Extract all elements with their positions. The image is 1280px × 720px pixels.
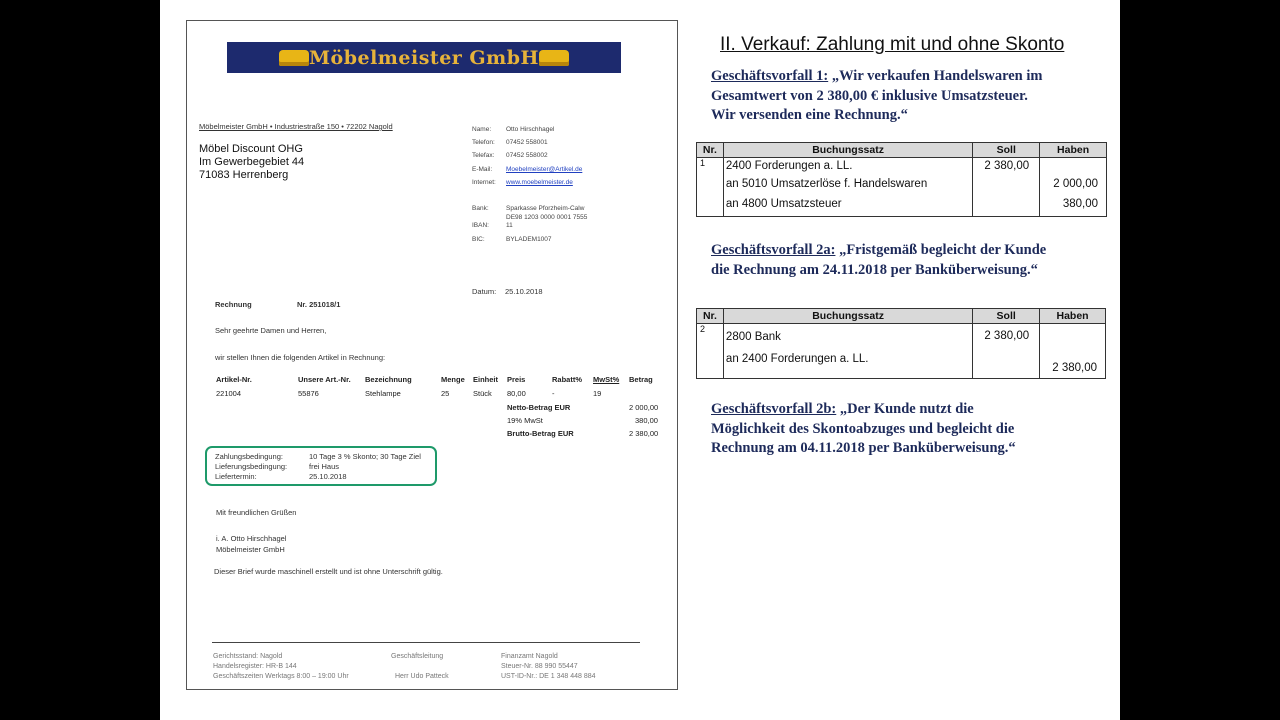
label-internet: Internet: xyxy=(472,179,496,186)
footer-manager: Herr Udo Patteck xyxy=(395,673,449,680)
item-article-no: 221004 xyxy=(216,389,242,398)
entry-number: 2 xyxy=(697,324,724,379)
deliverydate-label: Liefertermin: xyxy=(215,472,257,481)
gv1-line-3: Wir versenden eine Rechnung.“ xyxy=(711,107,908,123)
footer-col-legal xyxy=(213,652,349,682)
delivery-label: Lieferungsbedingung: xyxy=(215,462,288,471)
label-email: E-Mail: xyxy=(472,166,493,173)
col-header-article: Artikel-Nr. xyxy=(216,375,252,384)
footer-tax-office: Finanzamt Nagold xyxy=(501,653,558,660)
signer-company: Möbelmeister GmbH xyxy=(216,545,285,554)
vat-label: 19% MwSt xyxy=(507,416,543,425)
header-entry: Buchungssatz xyxy=(723,309,972,324)
contact-phone: 07452 558001 xyxy=(506,139,548,146)
gv2a-line-2: die Rechnung am 24.11.2018 per Banküberweisung.“ xyxy=(711,261,1038,278)
footer-vat-id: UST-ID-Nr.: DE 1 348 448 884 xyxy=(501,673,596,680)
header-debit: Soll xyxy=(973,309,1040,324)
net-value: 2 000,00 xyxy=(629,403,659,412)
company-name: Möbelmeister GmbH xyxy=(309,46,539,69)
gv2b-heading: Geschäftsvorfall 2b: xyxy=(711,401,837,417)
header-credit: Haben xyxy=(1040,143,1107,158)
net-label: Netto-Betrag EUR xyxy=(507,403,571,412)
business-case-1 xyxy=(711,67,1042,126)
item-discount: - xyxy=(552,389,555,398)
gv2a-line-1: „Fristgemäß begleicht der Kunde xyxy=(835,242,1047,258)
contact-fax: 07452 558002 xyxy=(506,152,548,159)
deliverydate-value: 25.10.2018 xyxy=(309,472,347,481)
date-label: Datum: xyxy=(472,287,497,296)
entry-line-debit: 2400 Forderungen a. LL. xyxy=(725,160,853,172)
header-nr: Nr. xyxy=(697,309,724,324)
signer: i. A. Otto Hirschhagel xyxy=(216,534,287,543)
company-banner xyxy=(227,42,621,73)
gv2a-heading: Geschäftsvorfall 2a: xyxy=(711,242,836,258)
recipient-address xyxy=(199,143,304,182)
col-header-vat: MwSt% xyxy=(593,375,620,384)
footer-management-label: Geschäftsleitung xyxy=(391,653,444,660)
delivery-value: frei Haus xyxy=(309,462,340,471)
intro-text: wir stellen Ihnen die folgenden Artikel in Rechnung: xyxy=(215,353,386,362)
entry-line-credit-2: an 4800 Umsatzsteuer xyxy=(725,198,842,210)
closing-text: Mit freundlichen Grüßen xyxy=(216,508,297,517)
conditions-box xyxy=(205,446,437,486)
footer-divider xyxy=(212,642,640,643)
gv2b-line-2: Möglichkeit des Skontoabzuges und begleicht die xyxy=(711,420,1015,437)
entry-line-debit: 2800 Bank xyxy=(725,331,781,343)
entry-line-credit-1: an 5010 Umsatzerlöse f. Handelswaren xyxy=(725,178,928,190)
col-header-price: Preis xyxy=(507,375,526,384)
item-description: Stehlampe xyxy=(365,389,401,398)
label-name: Name: xyxy=(472,126,492,133)
footer-hours: Geschäftszeiten Werktags 8:00 – 19:00 Uhr xyxy=(213,673,349,680)
gross-value: 2 380,00 xyxy=(629,429,659,438)
gv2b-line-3: Rechnung am 04.11.2018 per Banküberweisung.“ xyxy=(711,440,1016,456)
date-value: 25.10.2018 xyxy=(505,287,543,296)
debit-amount: 2 380,00 xyxy=(973,324,1040,379)
recipient-name: Möbel Discount OHG xyxy=(199,143,303,155)
entry-text xyxy=(723,324,972,379)
vat-value: 380,00 xyxy=(635,416,658,425)
col-header-description: Bezeichnung xyxy=(365,375,412,384)
business-case-2a xyxy=(711,241,1046,280)
footer-register: Handelsregister: HR-B 144 xyxy=(213,663,297,670)
booking-table-1 xyxy=(696,142,1107,217)
invoice-document xyxy=(186,20,678,690)
col-header-our-article: Unsere Art.-Nr. xyxy=(298,375,351,384)
label-bic: BIC: xyxy=(472,236,485,243)
item-vat: 19 xyxy=(593,389,602,398)
gv1-line-1: „Wir verkaufen Handelswaren im xyxy=(828,68,1043,84)
footer-court: Gerichtsstand: Nagold xyxy=(213,653,283,660)
gv1-heading: Geschäftsvorfall 1: xyxy=(711,68,829,84)
booking-table-2 xyxy=(696,308,1106,379)
footer-spacer xyxy=(391,662,449,672)
contact-email-link[interactable]: Moebelmeister@Artikel.de xyxy=(506,166,583,173)
bic-value: BYLADEM1007 xyxy=(506,236,552,243)
col-header-quantity: Menge xyxy=(441,375,465,384)
slide xyxy=(160,0,1120,720)
contact-name: Otto Hirschhagel xyxy=(506,126,555,133)
gross-label: Brutto-Betrag EUR xyxy=(507,429,574,438)
label-phone: Telefon: xyxy=(472,139,495,146)
footer-tax-number: Steuer-Nr. 88 990 55447 xyxy=(501,663,578,670)
col-header-unit: Einheit xyxy=(473,375,499,384)
label-fax: Telefax: xyxy=(472,152,495,159)
item-quantity: 25 xyxy=(441,389,450,398)
item-price: 80,00 xyxy=(507,389,526,398)
recipient-street: Im Gewerbegebiet 44 xyxy=(199,156,305,168)
slide-title: II. Verkauf: Zahlung mit und ohne Skonto xyxy=(720,34,1065,55)
iban-line-1: DE98 1203 0000 0001 7555 xyxy=(506,214,588,221)
gv2b-line-1: „Der Kunde nutzt die xyxy=(836,401,974,417)
bank-name: Sparkasse Pforzheim-Calw xyxy=(506,205,585,212)
recipient-city: 71083 Herrenberg xyxy=(199,169,289,181)
label-iban: IBAN: xyxy=(472,222,489,229)
iban-line-2: 11 xyxy=(506,222,513,229)
col-header-amount: Betrag xyxy=(629,375,653,384)
credit-amounts xyxy=(1040,158,1107,217)
credit-amount-2: 380,00 xyxy=(1062,198,1098,210)
machine-note: Dieser Brief wurde maschinell erstellt und ist ohne Unterschrift gültig. xyxy=(214,567,443,576)
invoice-number: Nr. 251018/1 xyxy=(297,300,341,309)
col-header-discount: Rabatt% xyxy=(552,375,583,384)
item-unit: Stück xyxy=(473,389,492,398)
payment-label: Zahlungsbedingung: xyxy=(215,452,283,461)
header-nr: Nr. xyxy=(697,143,724,158)
credit-amount-1: 2 000,00 xyxy=(1053,178,1098,190)
gv1-line-2: Gesamtwert von 2 380,00 € inklusive Umsatzsteuer. xyxy=(711,87,1028,104)
entry-text xyxy=(723,158,973,217)
header-credit: Haben xyxy=(1040,309,1106,324)
header-entry: Buchungssatz xyxy=(723,143,973,158)
item-our-article-no: 55876 xyxy=(298,389,319,398)
invoice-label: Rechnung xyxy=(215,300,252,309)
credit-amount: 2 380,00 xyxy=(1040,324,1106,379)
business-case-2b xyxy=(711,400,1016,459)
debit-amount: 2 380,00 xyxy=(973,158,1040,217)
salutation: Sehr geehrte Damen und Herren, xyxy=(215,326,327,335)
payment-value: 10 Tage 3 % Skonto; 30 Tage Ziel xyxy=(309,452,421,461)
sofa-icon xyxy=(279,50,309,66)
contact-web-link[interactable]: www.moebelmeister.de xyxy=(506,179,573,186)
entry-number: 1 xyxy=(697,158,724,217)
entry-line-credit: an 2400 Forderungen a. LL. xyxy=(725,353,869,365)
label-bank: Bank: xyxy=(472,205,489,212)
footer-col-management xyxy=(391,652,449,682)
header-debit: Soll xyxy=(973,143,1040,158)
sofa-icon xyxy=(539,50,569,66)
footer-col-tax xyxy=(501,652,596,682)
sender-line: Möbelmeister GmbH • Industriestraße 150 • 72202 Nagold xyxy=(199,122,393,131)
